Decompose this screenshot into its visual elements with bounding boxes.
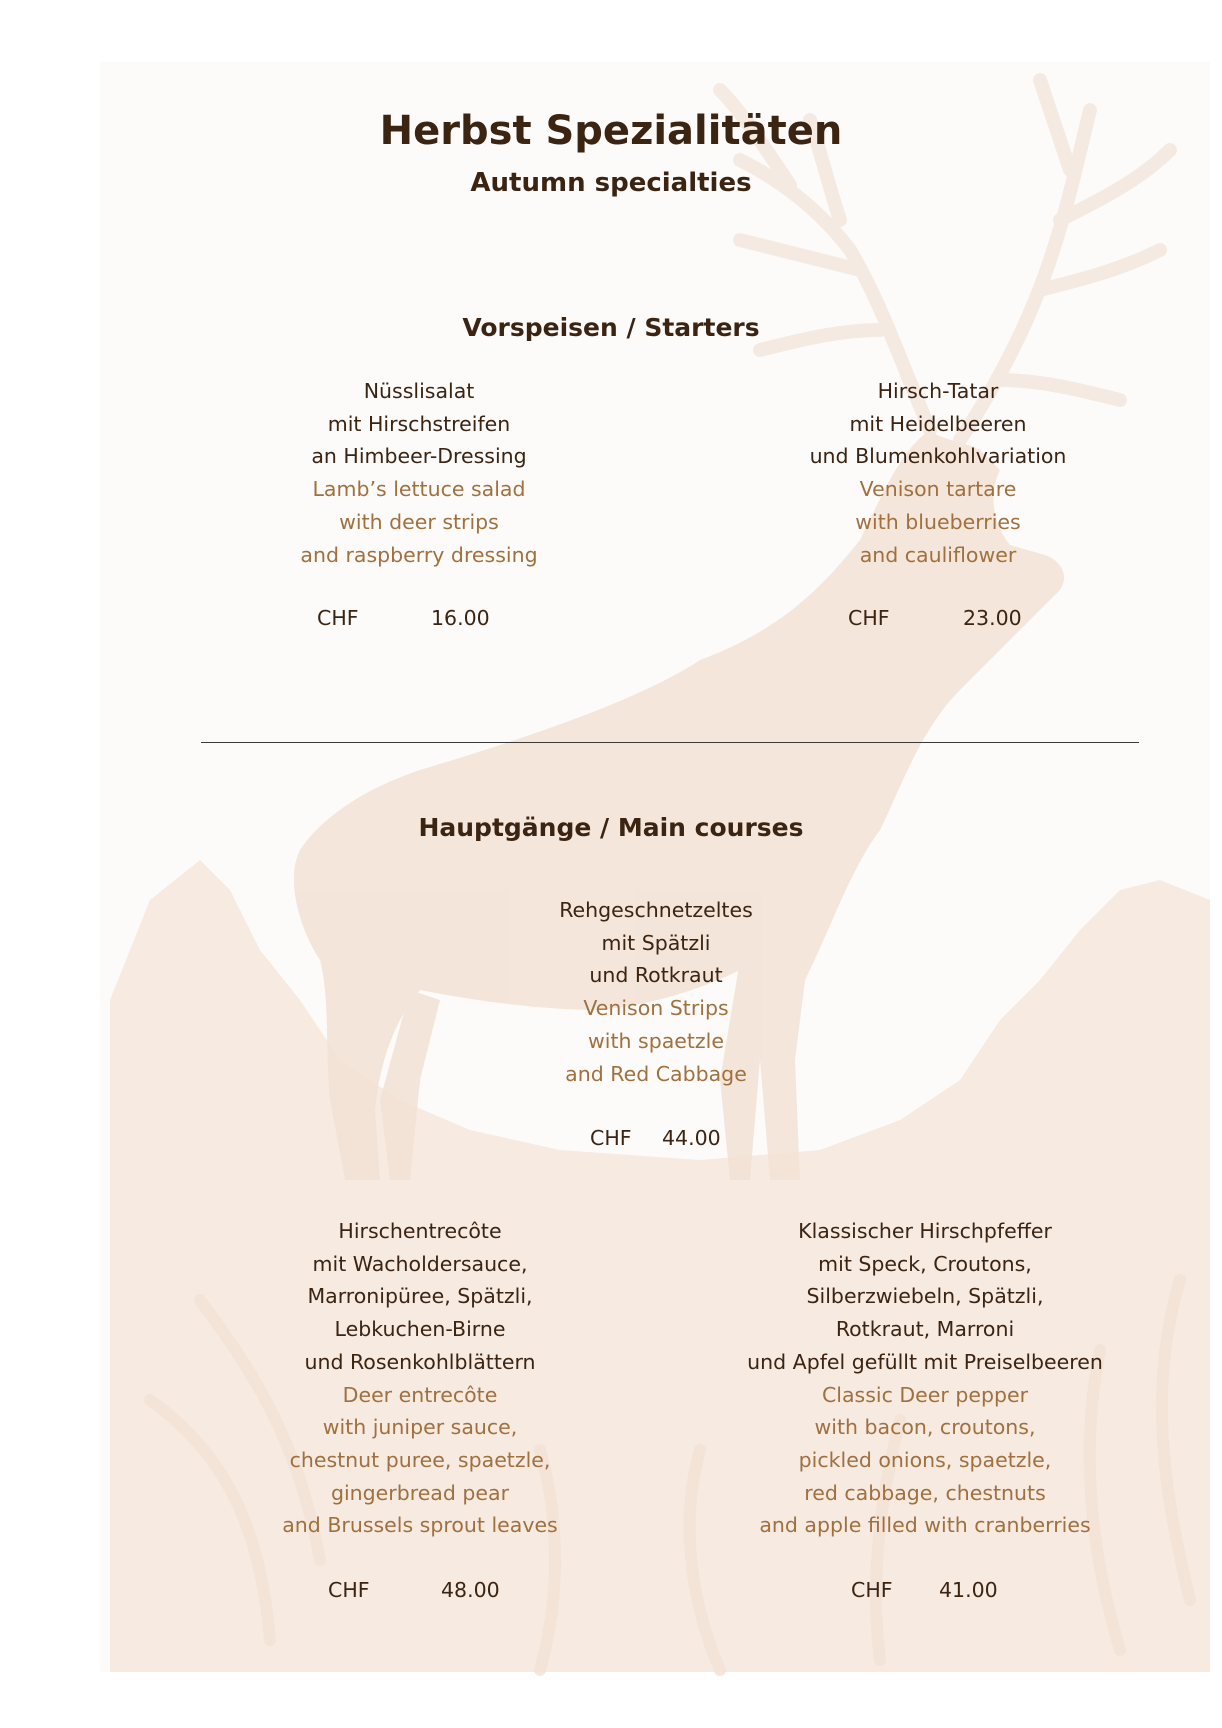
price-value: 23.00: [963, 606, 1022, 630]
item-desc-en: and raspberry dressing: [300, 542, 538, 567]
price-value: 41.00: [939, 1578, 998, 1602]
starters-heading: Vorspeisen / Starters: [462, 313, 760, 342]
item-desc-en: red cabbage, chestnuts: [804, 1480, 1046, 1505]
menu-title: Herbst Spezialitäten: [379, 108, 843, 154]
currency-label: CHF: [848, 606, 890, 630]
item-desc-de: und Blumenkohlvariation: [809, 444, 1067, 469]
item-desc-en: with deer strips: [339, 509, 499, 534]
price-value: 16.00: [431, 606, 490, 630]
item-name-de: Nüsslisalat: [363, 379, 475, 403]
price-value: 44.00: [662, 1126, 721, 1150]
currency-label: CHF: [851, 1578, 893, 1602]
item-desc-de: mit Spätzli: [601, 930, 711, 955]
section-divider: [201, 742, 1139, 743]
item-desc-de: und Rosenkohlblättern: [304, 1349, 536, 1374]
item-desc-en: with bacon, croutons,: [814, 1415, 1036, 1440]
item-name-en: Venison tartare: [859, 477, 1017, 502]
currency-label: CHF: [317, 606, 359, 630]
item-desc-de: mit Hirschstreifen: [327, 411, 511, 436]
item-desc-de: Rotkraut, Marroni: [835, 1317, 1015, 1342]
starter-item-2: [768, 375, 1108, 571]
item-name-de: Rehgeschnetzeltes: [559, 898, 753, 922]
item-desc-en: and Red Cabbage: [565, 1061, 747, 1086]
main-item-1: [506, 894, 806, 1090]
menu-subtitle: Autumn specialties: [470, 168, 752, 198]
main-item-2: [245, 1215, 595, 1542]
starter-item-1: [254, 375, 584, 571]
item-name-en: Lamb’s lettuce salad: [312, 477, 526, 502]
mains-heading: Hauptgänge / Main courses: [418, 813, 804, 842]
item-name-de: Hirschentrecôte: [338, 1219, 502, 1243]
currency-label: CHF: [590, 1126, 632, 1150]
currency-label: CHF: [328, 1578, 370, 1602]
price-value: 48.00: [441, 1578, 500, 1602]
item-desc-en: and Brussels sprout leaves: [282, 1513, 558, 1538]
item-desc-en: with spaetzle: [588, 1028, 724, 1053]
item-desc-de: mit Speck, Croutons,: [818, 1251, 1032, 1276]
item-desc-de: mit Wacholdersauce,: [312, 1251, 528, 1276]
item-desc-en: with juniper sauce,: [322, 1415, 518, 1440]
item-desc-en: chestnut puree, spaetzle,: [289, 1447, 551, 1472]
item-desc-de: an Himbeer-Dressing: [311, 444, 527, 469]
item-name-en: Classic Deer pepper: [821, 1382, 1029, 1407]
item-name-de: Hirsch-Tatar: [877, 379, 999, 403]
item-desc-en: and apple filled with cranberries: [759, 1513, 1091, 1538]
item-name-en: Venison Strips: [583, 996, 729, 1021]
item-desc-de: und Rotkraut: [589, 963, 723, 988]
item-desc-en: with blueberries: [855, 509, 1021, 534]
item-desc-de: Silberzwiebeln, Spätzli,: [806, 1284, 1044, 1309]
item-name-en: Deer entrecôte: [342, 1382, 498, 1407]
item-desc-en: pickled onions, spaetzle,: [798, 1447, 1052, 1472]
item-desc-de: und Apfel gefüllt mit Preiselbeeren: [747, 1349, 1103, 1374]
item-desc-de: mit Heidelbeeren: [849, 411, 1027, 436]
item-desc-de: Lebkuchen-Birne: [334, 1317, 506, 1342]
item-desc-en: and cauliflower: [859, 542, 1017, 567]
item-name-de: Klassischer Hirschpfeffer: [798, 1219, 1052, 1243]
main-item-3: [700, 1215, 1150, 1542]
item-desc-en: gingerbread pear: [330, 1480, 510, 1505]
item-desc-de: Marronipüree, Spätzli,: [307, 1284, 533, 1309]
